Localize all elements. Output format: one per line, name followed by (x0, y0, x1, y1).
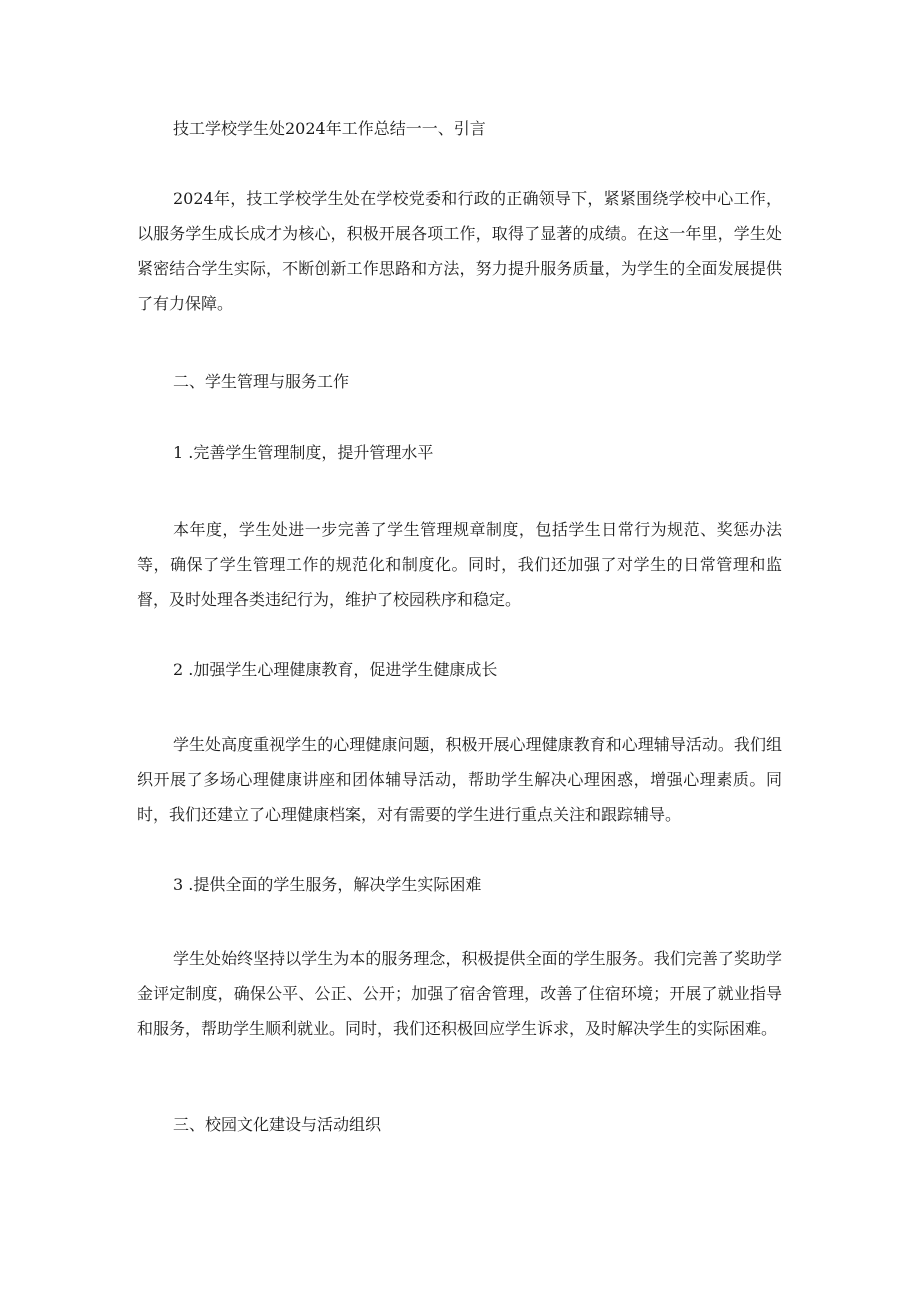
subsection-heading-1: 1 .完善学生管理制度，提升管理水平 (173, 443, 434, 462)
subsection-body-1: 本年度，学生处进一步完善了学生管理规章制度，包括学生日常行为规范、奖惩办法等，确保了学生管理工作的规范化和制度化。同时，我们还加强了对学生的日常管理和监督，及时处理各类违纪行为，维护了校园秩序和稳定。 (137, 520, 782, 609)
document-title: 技工学校学生处2024年工作总结一一、引言 (173, 119, 486, 138)
subsection-heading-2: 2 .加强学生心理健康教育，促进学生健康成长 (173, 660, 498, 679)
section-heading-3: 三、校园文化建设与活动组织 (173, 1115, 382, 1134)
subsection-body-2: 学生处高度重视学生的心理健康问题，积极开展心理健康教育和心理辅导活动。我们组织开展了多场心理健康讲座和团体辅导活动，帮助学生解决心理困惑，增强心理素质。同时，我们还建立了心理健康档案，对有需要的学生进行重点关注和跟踪辅导。 (137, 735, 782, 824)
intro-paragraph: 2024年，技工学校学生处在学校党委和行政的正确领导下，紧紧围绕学校中心工作，以服务学生成长成才为核心，积极开展各项工作，取得了显著的成绩。在这一年里，学生处紧密结合学生实际，不断创新工作思路和方法，努力提升服务质量，为学生的全面发展提供了有力保障。 (137, 189, 782, 313)
section-heading-2: 二、学生管理与服务工作 (173, 372, 350, 391)
subsection-body-3: 学生处始终坚持以学生为本的服务理念，积极提供全面的学生服务。我们完善了奖助学金评定制度，确保公平、公正、公开；加强了宿舍管理，改善了住宿环境；开展了就业指导和服务，帮助学生顺利就业。同时，我们还积极回应学生诉求，及时解决学生的实际困难。 (137, 949, 782, 1038)
subsection-heading-3: 3 .提供全面的学生服务，解决学生实际困难 (173, 875, 482, 894)
